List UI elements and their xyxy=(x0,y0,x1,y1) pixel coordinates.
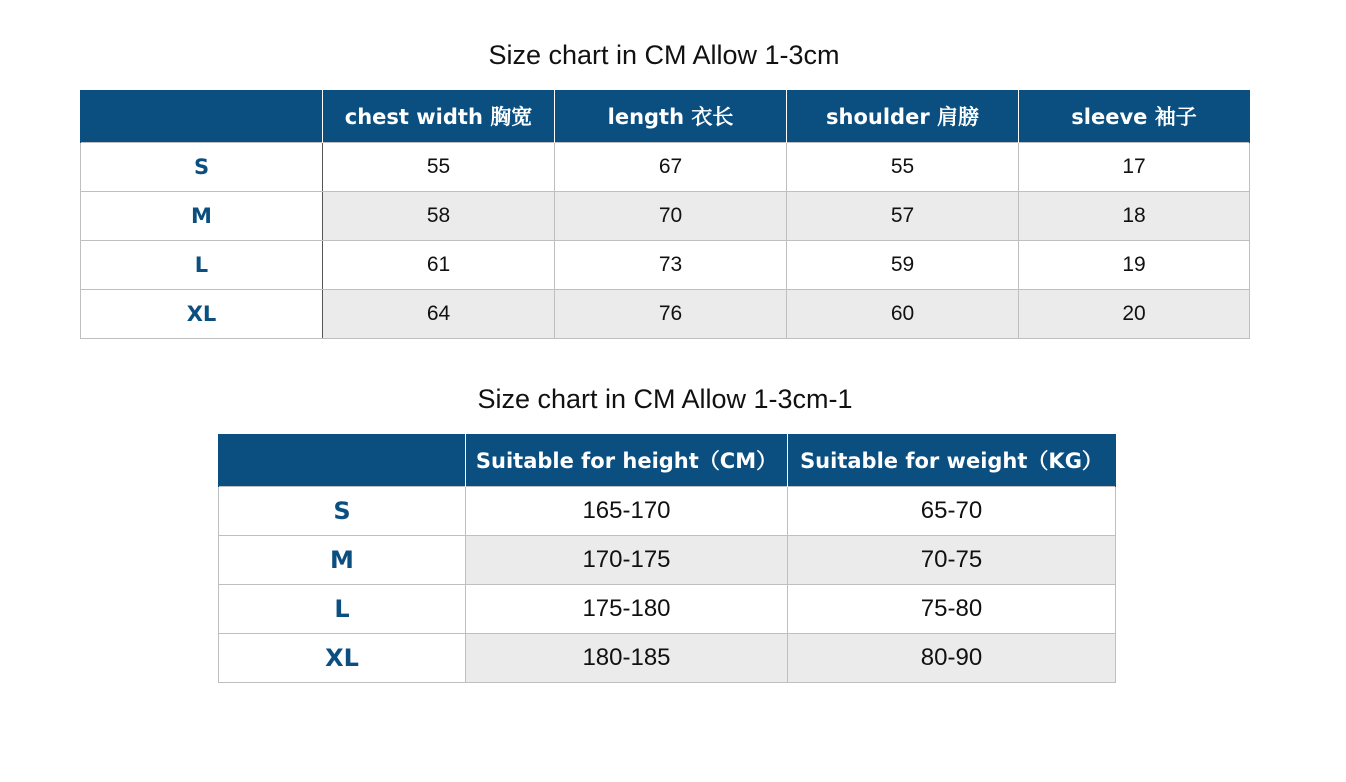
table1-title: Size chart in CM Allow 1-3cm xyxy=(488,40,840,70)
size-label: L xyxy=(81,241,323,290)
table-row xyxy=(219,487,1116,536)
header-sleeve: sleeve 袖子 xyxy=(1019,90,1250,143)
height-cell: 170-175 xyxy=(466,536,788,585)
table-row xyxy=(81,241,1250,290)
weight-cell: 65-70 xyxy=(788,487,1116,536)
header-weight: Suitable for weight（KG） xyxy=(788,434,1116,487)
sleeve-cell: 20 xyxy=(1019,290,1250,339)
weight-cell: 70-75 xyxy=(788,536,1116,585)
length-cell: 73 xyxy=(555,241,787,290)
table2-title: Size chart in CM Allow 1-3cm-1 xyxy=(477,384,853,414)
size-label: S xyxy=(219,487,466,536)
size-label: XL xyxy=(219,634,466,683)
size-label: M xyxy=(81,192,323,241)
table-header-row xyxy=(219,434,1116,487)
chest-width-cell: 64 xyxy=(323,290,555,339)
length-cell: 70 xyxy=(555,192,787,241)
size-chart-table xyxy=(80,90,1250,339)
header-shoulder: shoulder 肩膀 xyxy=(787,90,1019,143)
size-label: S xyxy=(81,143,323,192)
length-cell: 67 xyxy=(555,143,787,192)
height-cell: 180-185 xyxy=(466,634,788,683)
shoulder-cell: 55 xyxy=(787,143,1019,192)
size-label: XL xyxy=(81,290,323,339)
chest-width-cell: 55 xyxy=(323,143,555,192)
table-row xyxy=(81,290,1250,339)
height-weight-table xyxy=(218,434,1116,683)
shoulder-cell: 60 xyxy=(787,290,1019,339)
table-row xyxy=(81,143,1250,192)
size-label: M xyxy=(219,536,466,585)
size-label: L xyxy=(219,585,466,634)
sleeve-cell: 19 xyxy=(1019,241,1250,290)
header-height: Suitable for height（CM） xyxy=(466,434,788,487)
header-length: length 衣长 xyxy=(555,90,787,143)
chest-width-cell: 61 xyxy=(323,241,555,290)
sleeve-cell: 17 xyxy=(1019,143,1250,192)
weight-cell: 75-80 xyxy=(788,585,1116,634)
table-row xyxy=(219,585,1116,634)
shoulder-cell: 57 xyxy=(787,192,1019,241)
header-chest-width: chest width 胸宽 xyxy=(323,90,555,143)
shoulder-cell: 59 xyxy=(787,241,1019,290)
table-row xyxy=(219,634,1116,683)
table-row xyxy=(81,192,1250,241)
weight-cell: 80-90 xyxy=(788,634,1116,683)
length-cell: 76 xyxy=(555,290,787,339)
table-header-row xyxy=(81,90,1250,143)
height-cell: 165-170 xyxy=(466,487,788,536)
header-size-corner xyxy=(219,434,466,487)
table-row xyxy=(219,536,1116,585)
chest-width-cell: 58 xyxy=(323,192,555,241)
height-cell: 175-180 xyxy=(466,585,788,634)
sleeve-cell: 18 xyxy=(1019,192,1250,241)
header-size-corner xyxy=(81,90,323,143)
